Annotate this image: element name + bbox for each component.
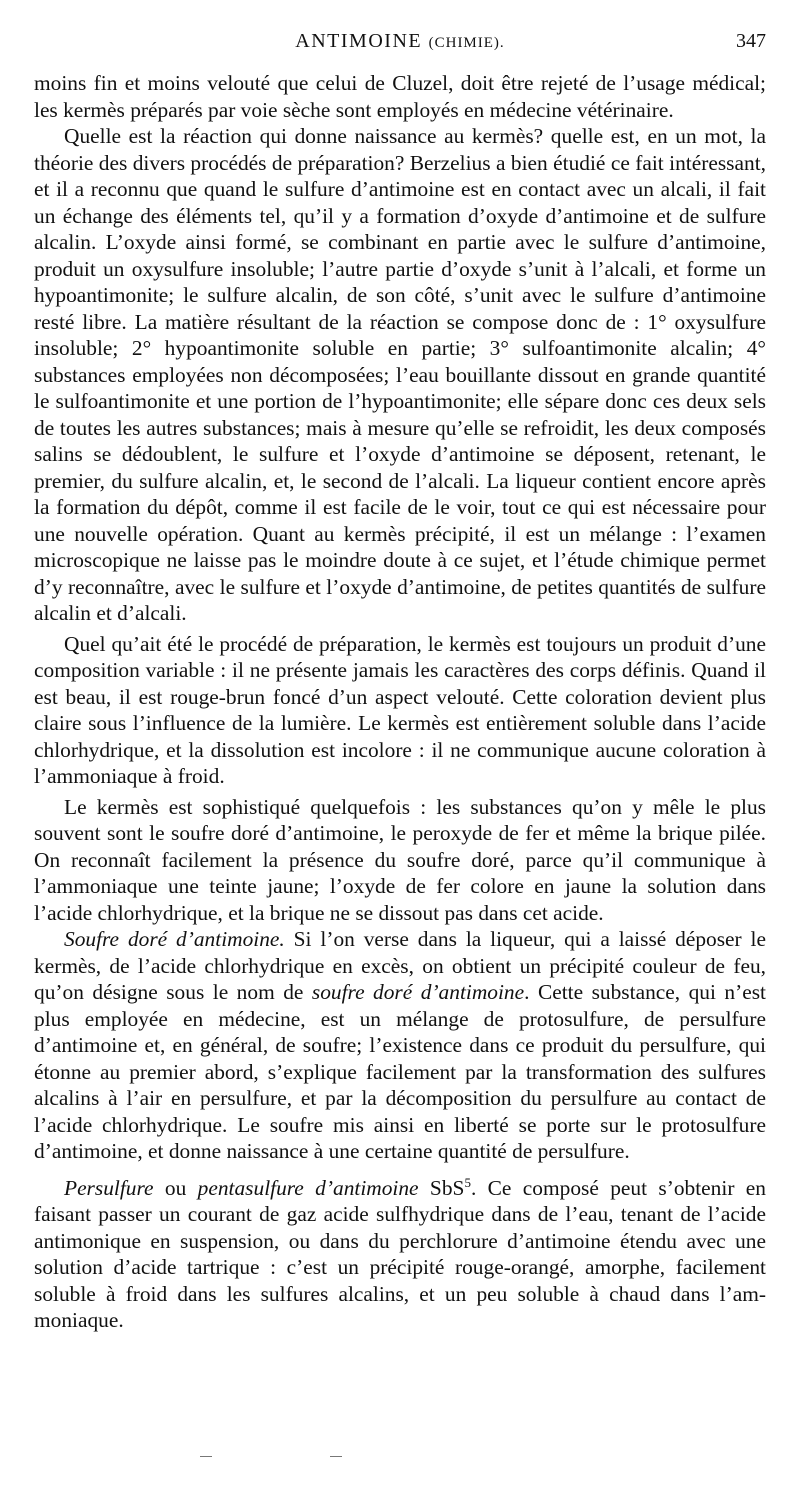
running-header	[34, 30, 766, 60]
footer-mark-right	[330, 1456, 342, 1457]
paragraph-5-text: Si l’on verse dans la liqueur, qui a laissé déposer le kermès, de l’acide chlorhydrique en excès, on obtient un précipité couleur de feu, qu’on désigne sous le nom de	[34, 927, 766, 1004]
section-lead-persulfure: Persulfure	[64, 1175, 154, 1200]
running-title	[34, 30, 766, 53]
footer-marks	[0, 1456, 800, 1466]
term-soufre-dore: soufre doré d’antimoine	[311, 980, 525, 1004]
page-number: 347	[736, 30, 766, 52]
lead-connector: ou	[153, 1175, 198, 1200]
formula-subscript: 5	[464, 1174, 471, 1190]
paragraph-6-text: . Ce composé peut s’obtenir en faisant passer un courant de gaz acide sulfhydrique dans de l’eau, tenant de l’acide antimonique en suspension, ou dans du perchlorure d’antimoine étendu avec une solution d’acide tartrique : c’est un précipité rouge-orangé, amorphe, facilement soluble à froid dans les sulfures alcalins, et un peu soluble à chaud dans l’ammoniaque.	[34, 1175, 766, 1332]
document-page	[34, 0, 766, 1334]
paragraph-5-text-after: . Cette substance, qui n’est plus employée en médecine, est un mélange de protosulfure, de persulfure d’antimoine et, en général, de soufre; l’existence dans ce produit du persulfure, qui étonne au premier abord, s’explique facilement par la transformation des sulfures alcalins à l’air en persulfure, et par la décomposition du persulfure au contact de l’acide chlorhydrique. Le soufre mis ainsi en liberté se porte sur le protosulfure d’antimoine, et donne naissance à une certaine quantité de persulfure.	[34, 980, 766, 1163]
body-text	[34, 70, 766, 1334]
section-lead-pentasulfure: pentasulfure d’antimoine	[197, 1175, 419, 1200]
paragraph-3: Quel qu’ait été le procédé de préparation, le kermès est toujours un produit d’une composition variable : il ne présente jamais les caractères des corps définis. Quand il est beau, il est rouge-brun foncé d’un aspect velouté. Cette coloration devient plus claire sous l’influence de la lumière. Le kermès est entièrement soluble dans l’acide chlorhydrique, et la dissolution est incolore : il ne communique aucune coloration à l’ammoniaque à froid.	[34, 631, 766, 788]
paragraph-1: moins fin et moins velouté que celui de Cluzel, doit être rejeté de l’usage médical; les kermès préparés par voie sèche sont employés en médecine vétérinaire.	[34, 71, 766, 122]
paragraph-soufre-dore	[34, 926, 766, 1165]
footer-mark-left	[200, 1456, 212, 1457]
paragraph-2: Quelle est la réaction qui donne naissance au kermès? quelle est, en un mot, la théorie des divers procédés de préparation? Berzelius a bien étudié ce fait intéressant, et il a reconnu que quand le sulfure d’antimoine est en contact avec un alcali, il fait un échange des éléments tel, qu’il y a formation d’oxyde d’antimoine et de sulfure alcalin. L’oxyde ainsi formé, se combinant en partie avec le sulfure d’antimoine, produit un oxysulfure insoluble; l’autre partie d’oxyde s’unit à l’alcali, et forme un hypoantimonite; le sulfure alcalin, de son côté, s’unit avec le sulfure d’antimoine resté libre. La matière résultant de la réaction se compose donc de : 1° oxysulfure insoluble; 2° hypoantimonite soluble en partie; 3° sulfoantimonite alcalin; 4° substances employées non décomposées; l’eau bouillante dissout en grande quantité le sulfoantimonite et une portion de l’hypoantimonite; elle sépare donc ces deux sels de toutes les autres substances; mais à mesure qu’elle se refroidit, les deux composés salins se dédoublent, le sulfure et l’oxyde d’antimoine se déposent, retenant, le premier, du sulfure alcalin, et, le second de l’alcali. La liqueur contient encore après la formation du dépôt, comme il est facile de le voir, tout ce qui est nécessaire pour une nouvelle opération. Quant au kermès précipité, il est un mélange : l’examen microscopique ne laisse pas le moindre doute à ce sujet, et l’étude chimique permet d’y reconnaître, avec le sulfure et l’oxyde d’antimoine, de petites quantités de sulfure alcalin et d’alcali.	[34, 124, 766, 625]
paragraph-persulfure	[34, 1175, 766, 1334]
section-lead-soufre-dore: Soufre doré d’antimoine.	[64, 927, 285, 951]
chemical-formula: SbS	[418, 1175, 465, 1200]
running-title-sub: (CHIMIE).	[428, 35, 505, 51]
paragraph-4: Le kermès est sophistiqué quelquefois : les substances qu’on y mêle le plus souvent sont le soufre doré d’antimoine, le peroxyde de fer et même la brique pilée. On reconnaît facilement la présence du soufre doré, parce qu’il communique à l’ammoniaque une teinte jaune; l’oxyde de fer colore en jaune la solution dans l’acide chlorhydrique, et la brique ne se dissout pas dans cet acide.	[34, 794, 766, 925]
running-title-main: ANTIMOINE	[295, 30, 423, 52]
